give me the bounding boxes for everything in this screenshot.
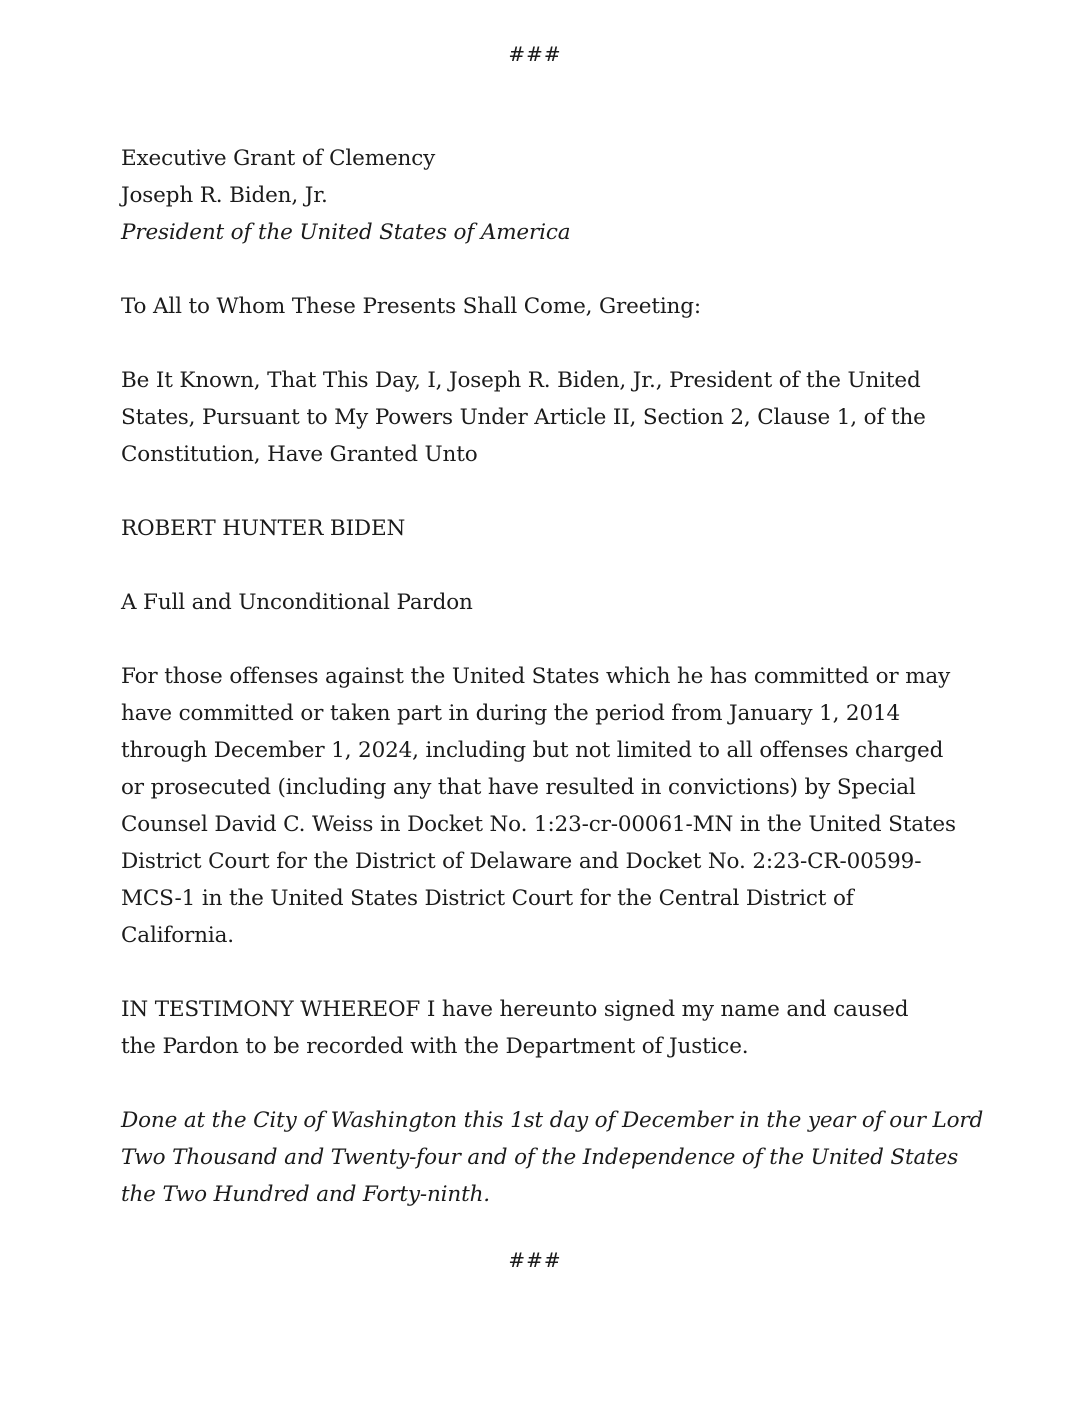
offenses-line: have committed or taken part in during the period from January 1, 2014 [121,701,901,726]
done-line: Done at the City of Washington this 1st day of December in the year of our Lord [121,1108,984,1133]
header-title: Executive Grant of Clemency [121,146,436,171]
offenses-line: For those offenses against the United States which he has committed or may [121,664,951,689]
header-president-name: Joseph R. Biden, Jr. [121,183,328,208]
grantee-name: ROBERT HUNTER BIDEN [121,516,406,541]
known-line: States, Pursuant to My Powers Under Article II, Section 2, Clause 1, of the [121,405,926,430]
be-it-known-paragraph [121,362,951,473]
bottom-separator: ### [508,1248,562,1272]
header-president-title: President of the United States of America [121,220,571,245]
testimony-line: the Pardon to be recorded with the Department of Justice. [121,1034,749,1059]
pardon-type-paragraph [121,584,951,621]
done-paragraph [121,1102,984,1213]
done-line: the Two Hundred and Forty-ninth. [121,1182,490,1207]
offenses-line: California. [121,923,234,948]
top-separator: ### [508,42,562,66]
pardon-type: A Full and Unconditional Pardon [121,590,473,615]
testimony-line: IN TESTIMONY WHEREOF I have hereunto signed my name and caused [121,997,909,1022]
offenses-line: Counsel David C. Weiss in Docket No. 1:23-cr-00061-MN in the United States [121,812,956,837]
document-body [121,140,984,1250]
known-line: Be It Known, That This Day, I, Joseph R. Biden, Jr., President of the United [121,368,921,393]
offenses-line: MCS-1 in the United States District Court for the Central District of [121,886,854,911]
offenses-line: District Court for the District of Delaware and Docket No. 2:23-CR-00599- [121,849,922,874]
done-line: Two Thousand and Twenty-four and of the Independence of the United States [121,1145,959,1170]
clemency-header [121,140,951,251]
greeting-text: To All to Whom These Presents Shall Come, Greeting: [121,294,701,319]
greeting-paragraph [121,288,951,325]
testimony-paragraph [121,991,951,1065]
offenses-line: through December 1, 2024, including but not limited to all offenses charged [121,738,944,763]
grantee-paragraph [121,510,951,547]
offenses-line: or prosecuted (including any that have resulted in convictions) by Special [121,775,916,800]
offenses-paragraph [121,658,956,954]
known-line: Constitution, Have Granted Unto [121,442,478,467]
